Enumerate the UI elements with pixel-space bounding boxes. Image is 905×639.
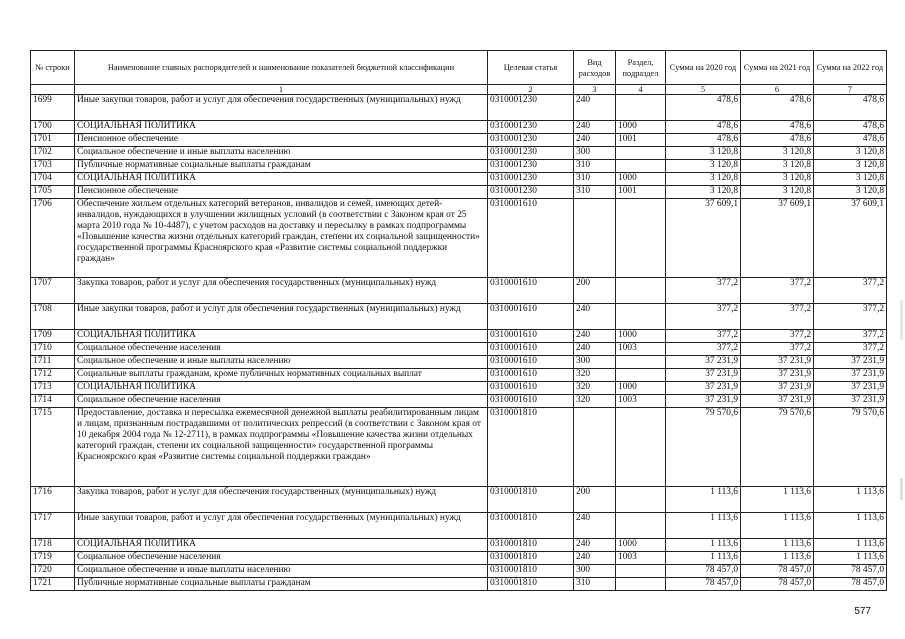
row-sum-2020: 3 120,8 <box>666 186 741 199</box>
page-number: 577 <box>854 606 871 617</box>
row-expense-kind: 310 <box>574 186 616 199</box>
row-number: 1712 <box>31 369 75 382</box>
row-sum-2020: 3 120,8 <box>666 173 741 186</box>
row-sum-2021: 37 231,9 <box>741 369 814 382</box>
index-cell: 3 <box>574 85 616 95</box>
row-sum-2021: 478,6 <box>741 134 814 147</box>
index-cell: 5 <box>666 85 741 95</box>
table-row <box>31 565 887 578</box>
row-expense-kind: 240 <box>574 513 616 539</box>
row-target-article: 0310001610 <box>488 199 574 278</box>
index-cell: 2 <box>488 85 574 95</box>
row-name: Пенсионное обеспечение <box>75 134 488 147</box>
row-target-article: 0310001230 <box>488 121 574 134</box>
index-cell <box>31 85 75 95</box>
row-target-article: 0310001610 <box>488 395 574 408</box>
row-expense-kind: 240 <box>574 121 616 134</box>
row-name: Социальное обеспечение населения <box>75 395 488 408</box>
row-section <box>616 278 666 304</box>
row-number: 1720 <box>31 565 75 578</box>
row-sum-2022: 37 231,9 <box>814 356 887 369</box>
row-sum-2020: 78 457,0 <box>666 578 741 591</box>
table-row <box>31 513 887 539</box>
row-sum-2021: 478,6 <box>741 95 814 121</box>
row-sum-2020: 1 113,6 <box>666 552 741 565</box>
row-name: Социальное обеспечение и иные выплаты населению <box>75 565 488 578</box>
column-index-row <box>31 85 887 95</box>
header-sum-2022: Сумма на 2022 год <box>814 51 887 85</box>
table-row <box>31 186 887 199</box>
row-number: 1710 <box>31 343 75 356</box>
row-target-article: 0310001810 <box>488 578 574 591</box>
row-section <box>616 356 666 369</box>
row-expense-kind: 300 <box>574 356 616 369</box>
row-section: 1003 <box>616 343 666 356</box>
row-sum-2021: 37 231,9 <box>741 382 814 395</box>
row-expense-kind <box>574 408 616 487</box>
row-target-article: 0310001610 <box>488 278 574 304</box>
row-name: Иные закупки товаров, работ и услуг для обеспечения государственных (муниципальных) нужд <box>75 95 488 121</box>
row-section: 1003 <box>616 552 666 565</box>
row-section: 1003 <box>616 395 666 408</box>
row-section <box>616 147 666 160</box>
row-target-article: 0310001610 <box>488 343 574 356</box>
row-sum-2021: 37 231,9 <box>741 395 814 408</box>
row-expense-kind: 310 <box>574 160 616 173</box>
row-section <box>616 408 666 487</box>
row-sum-2020: 377,2 <box>666 330 741 343</box>
row-number: 1701 <box>31 134 75 147</box>
row-sum-2021: 1 113,6 <box>741 487 814 513</box>
row-expense-kind: 240 <box>574 343 616 356</box>
row-section: 1000 <box>616 121 666 134</box>
row-sum-2022: 1 113,6 <box>814 487 887 513</box>
row-name: Публичные нормативные социальные выплаты гражданам <box>75 578 488 591</box>
table-row <box>31 330 887 343</box>
row-sum-2022: 78 457,0 <box>814 565 887 578</box>
row-number: 1700 <box>31 121 75 134</box>
table-row <box>31 395 887 408</box>
row-sum-2020: 478,6 <box>666 121 741 134</box>
row-sum-2021: 377,2 <box>741 343 814 356</box>
row-sum-2022: 377,2 <box>814 343 887 356</box>
row-sum-2022: 478,6 <box>814 134 887 147</box>
row-sum-2020: 478,6 <box>666 134 741 147</box>
header-kind: Вид расходов <box>574 51 616 85</box>
row-sum-2022: 79 570,6 <box>814 408 887 487</box>
row-expense-kind: 320 <box>574 369 616 382</box>
row-sum-2021: 3 120,8 <box>741 186 814 199</box>
row-sum-2020: 37 231,9 <box>666 356 741 369</box>
row-section: 1001 <box>616 186 666 199</box>
row-sum-2022: 377,2 <box>814 304 887 330</box>
row-sum-2022: 3 120,8 <box>814 160 887 173</box>
table-row <box>31 343 887 356</box>
row-sum-2021: 377,2 <box>741 278 814 304</box>
row-target-article: 0310001230 <box>488 147 574 160</box>
row-sum-2022: 1 113,6 <box>814 513 887 539</box>
row-name: Предоставление, доставка и пересылка ежемесячной денежной выплаты реабилитированным лицам и лицам, признанным пострадавшими от политических репрессий (в соответствии с Законом края от 10 декабря 2004 года № 12-2711), в рамках подпрограммы «Повышение качества жизни отдельных категорий граждан, степени их социальной защищенности» государственной программы Красноярского края «Развитие системы социальной поддержки граждан» <box>75 408 488 487</box>
row-number: 1717 <box>31 513 75 539</box>
scan-edge-mark <box>900 478 903 500</box>
row-sum-2020: 78 457,0 <box>666 565 741 578</box>
row-sum-2021: 78 457,0 <box>741 565 814 578</box>
row-sum-2022: 478,6 <box>814 95 887 121</box>
row-sum-2020: 37 231,9 <box>666 369 741 382</box>
header-sum-2021: Сумма на 2021 год <box>741 51 814 85</box>
row-number: 1707 <box>31 278 75 304</box>
row-sum-2020: 377,2 <box>666 304 741 330</box>
row-expense-kind: 320 <box>574 395 616 408</box>
row-sum-2020: 478,6 <box>666 95 741 121</box>
row-section <box>616 565 666 578</box>
row-number: 1708 <box>31 304 75 330</box>
row-expense-kind: 310 <box>574 173 616 186</box>
row-number: 1706 <box>31 199 75 278</box>
table-row <box>31 121 887 134</box>
row-section: 1000 <box>616 173 666 186</box>
row-sum-2020: 37 231,9 <box>666 382 741 395</box>
row-sum-2022: 37 609,1 <box>814 199 887 278</box>
row-expense-kind: 310 <box>574 578 616 591</box>
row-target-article: 0310001230 <box>488 134 574 147</box>
row-expense-kind: 200 <box>574 278 616 304</box>
row-number: 1715 <box>31 408 75 487</box>
row-number: 1709 <box>31 330 75 343</box>
row-name: Закупка товаров, работ и услуг для обеспечения государственных (муниципальных) нужд <box>75 278 488 304</box>
index-cell: 6 <box>741 85 814 95</box>
index-cell: 4 <box>616 85 666 95</box>
row-name: Иные закупки товаров, работ и услуг для обеспечения государственных (муниципальных) нужд <box>75 304 488 330</box>
row-sum-2020: 79 570,6 <box>666 408 741 487</box>
row-sum-2020: 377,2 <box>666 343 741 356</box>
row-number: 1716 <box>31 487 75 513</box>
row-expense-kind: 240 <box>574 134 616 147</box>
row-sum-2022: 37 231,9 <box>814 395 887 408</box>
row-sum-2020: 37 231,9 <box>666 395 741 408</box>
row-sum-2021: 377,2 <box>741 304 814 330</box>
row-target-article: 0310001610 <box>488 330 574 343</box>
row-target-article: 0310001810 <box>488 552 574 565</box>
row-section <box>616 513 666 539</box>
row-sum-2022: 3 120,8 <box>814 173 887 186</box>
row-number: 1714 <box>31 395 75 408</box>
header-name: Наименование главных распорядителей и наименование показателей бюджетной классификации <box>75 51 488 85</box>
row-sum-2021: 377,2 <box>741 330 814 343</box>
row-number: 1699 <box>31 95 75 121</box>
row-section <box>616 199 666 278</box>
row-target-article: 0310001810 <box>488 565 574 578</box>
row-sum-2021: 37 609,1 <box>741 199 814 278</box>
header-row-no: № строки <box>31 51 75 85</box>
row-name: СОЦИАЛЬНАЯ ПОЛИТИКА <box>75 173 488 186</box>
header-section: Раздел, подраздел <box>616 51 666 85</box>
row-expense-kind: 240 <box>574 330 616 343</box>
row-section: 1001 <box>616 134 666 147</box>
row-target-article: 0310001230 <box>488 186 574 199</box>
row-section: 1000 <box>616 382 666 395</box>
row-target-article: 0310001230 <box>488 160 574 173</box>
table-row <box>31 95 887 121</box>
row-sum-2022: 478,6 <box>814 121 887 134</box>
row-target-article: 0310001610 <box>488 356 574 369</box>
row-section <box>616 304 666 330</box>
table-row <box>31 173 887 186</box>
header-sum-2020: Сумма на 2020 год <box>666 51 741 85</box>
row-expense-kind: 300 <box>574 565 616 578</box>
table-row <box>31 278 887 304</box>
table-row <box>31 369 887 382</box>
row-target-article: 0310001610 <box>488 382 574 395</box>
row-section: 1000 <box>616 539 666 552</box>
row-sum-2022: 37 231,9 <box>814 382 887 395</box>
table-row <box>31 382 887 395</box>
row-name: Закупка товаров, работ и услуг для обеспечения государственных (муниципальных) нужд <box>75 487 488 513</box>
row-name: Социальное обеспечение населения <box>75 552 488 565</box>
row-name: Социальные выплаты гражданам, кроме публичных нормативных социальных выплат <box>75 369 488 382</box>
row-expense-kind: 200 <box>574 487 616 513</box>
header-row <box>31 51 887 85</box>
row-name: Социальное обеспечение и иные выплаты населению <box>75 147 488 160</box>
row-sum-2021: 3 120,8 <box>741 160 814 173</box>
row-section <box>616 487 666 513</box>
row-number: 1718 <box>31 539 75 552</box>
row-sum-2020: 377,2 <box>666 278 741 304</box>
row-section: 1000 <box>616 330 666 343</box>
row-expense-kind <box>574 199 616 278</box>
row-target-article: 0310001230 <box>488 95 574 121</box>
row-section <box>616 369 666 382</box>
index-cell: 7 <box>814 85 887 95</box>
row-name: Иные закупки товаров, работ и услуг для обеспечения государственных (муниципальных) нужд <box>75 513 488 539</box>
row-sum-2020: 1 113,6 <box>666 487 741 513</box>
row-name: СОЦИАЛЬНАЯ ПОЛИТИКА <box>75 121 488 134</box>
row-sum-2021: 78 457,0 <box>741 578 814 591</box>
table-row <box>31 304 887 330</box>
row-target-article: 0310001610 <box>488 304 574 330</box>
row-number: 1702 <box>31 147 75 160</box>
table-row <box>31 539 887 552</box>
row-expense-kind: 320 <box>574 382 616 395</box>
row-sum-2021: 1 113,6 <box>741 513 814 539</box>
row-sum-2021: 1 113,6 <box>741 552 814 565</box>
row-sum-2021: 3 120,8 <box>741 173 814 186</box>
row-name: СОЦИАЛЬНАЯ ПОЛИТИКА <box>75 539 488 552</box>
row-number: 1713 <box>31 382 75 395</box>
row-sum-2022: 78 457,0 <box>814 578 887 591</box>
row-number: 1719 <box>31 552 75 565</box>
budget-table <box>30 50 887 591</box>
row-expense-kind: 240 <box>574 304 616 330</box>
row-number: 1704 <box>31 173 75 186</box>
row-number: 1721 <box>31 578 75 591</box>
table-row <box>31 408 887 487</box>
row-sum-2020: 3 120,8 <box>666 147 741 160</box>
row-sum-2022: 3 120,8 <box>814 186 887 199</box>
row-section <box>616 160 666 173</box>
row-sum-2021: 478,6 <box>741 121 814 134</box>
row-sum-2020: 1 113,6 <box>666 539 741 552</box>
row-sum-2020: 1 113,6 <box>666 513 741 539</box>
index-cell: 1 <box>75 85 488 95</box>
row-expense-kind: 240 <box>574 95 616 121</box>
row-target-article: 0310001610 <box>488 369 574 382</box>
row-target-article: 0310001230 <box>488 173 574 186</box>
row-section <box>616 578 666 591</box>
row-name: Обеспечение жильем отдельных категорий ветеранов, инвалидов и семей, имеющих детей-инвалидов, нуждающихся в улучшении жилищных условий (в соответствии с Законом края от 25 марта 2010 года № 10-4487), с учетом расходов на доставку и пересылку в рамках подпрограммы «Повышение качества жизни отдельных категорий граждан, степени их социальной защищенности» государственной программы Красноярского края «Развитие системы социальной поддержки граждан» <box>75 199 488 278</box>
row-sum-2022: 377,2 <box>814 278 887 304</box>
table-row <box>31 487 887 513</box>
table-row <box>31 552 887 565</box>
row-section <box>616 95 666 121</box>
table-row <box>31 356 887 369</box>
row-name: Пенсионное обеспечение <box>75 186 488 199</box>
row-name: Социальное обеспечение населения <box>75 343 488 356</box>
row-target-article: 0310001810 <box>488 487 574 513</box>
table-row <box>31 147 887 160</box>
row-sum-2021: 37 231,9 <box>741 356 814 369</box>
row-expense-kind: 240 <box>574 539 616 552</box>
row-number: 1703 <box>31 160 75 173</box>
row-target-article: 0310001810 <box>488 513 574 539</box>
row-sum-2022: 3 120,8 <box>814 147 887 160</box>
row-name: СОЦИАЛЬНАЯ ПОЛИТИКА <box>75 330 488 343</box>
row-expense-kind: 300 <box>574 147 616 160</box>
row-sum-2021: 79 570,6 <box>741 408 814 487</box>
scan-edge-mark <box>900 300 903 340</box>
row-number: 1705 <box>31 186 75 199</box>
row-sum-2021: 3 120,8 <box>741 147 814 160</box>
row-sum-2022: 37 231,9 <box>814 369 887 382</box>
table-row <box>31 160 887 173</box>
row-sum-2020: 3 120,8 <box>666 160 741 173</box>
row-target-article: 0310001810 <box>488 408 574 487</box>
row-sum-2022: 1 113,6 <box>814 539 887 552</box>
row-name: Публичные нормативные социальные выплаты гражданам <box>75 160 488 173</box>
table-row <box>31 199 887 278</box>
table-row <box>31 134 887 147</box>
budget-sheet <box>30 50 887 591</box>
header-target: Целевая статья <box>488 51 574 85</box>
row-expense-kind: 240 <box>574 552 616 565</box>
row-sum-2022: 1 113,6 <box>814 552 887 565</box>
row-sum-2022: 377,2 <box>814 330 887 343</box>
row-name: Социальное обеспечение и иные выплаты населению <box>75 356 488 369</box>
row-name: СОЦИАЛЬНАЯ ПОЛИТИКА <box>75 382 488 395</box>
table-row <box>31 578 887 591</box>
row-target-article: 0310001810 <box>488 539 574 552</box>
row-number: 1711 <box>31 356 75 369</box>
row-sum-2021: 1 113,6 <box>741 539 814 552</box>
row-sum-2020: 37 609,1 <box>666 199 741 278</box>
